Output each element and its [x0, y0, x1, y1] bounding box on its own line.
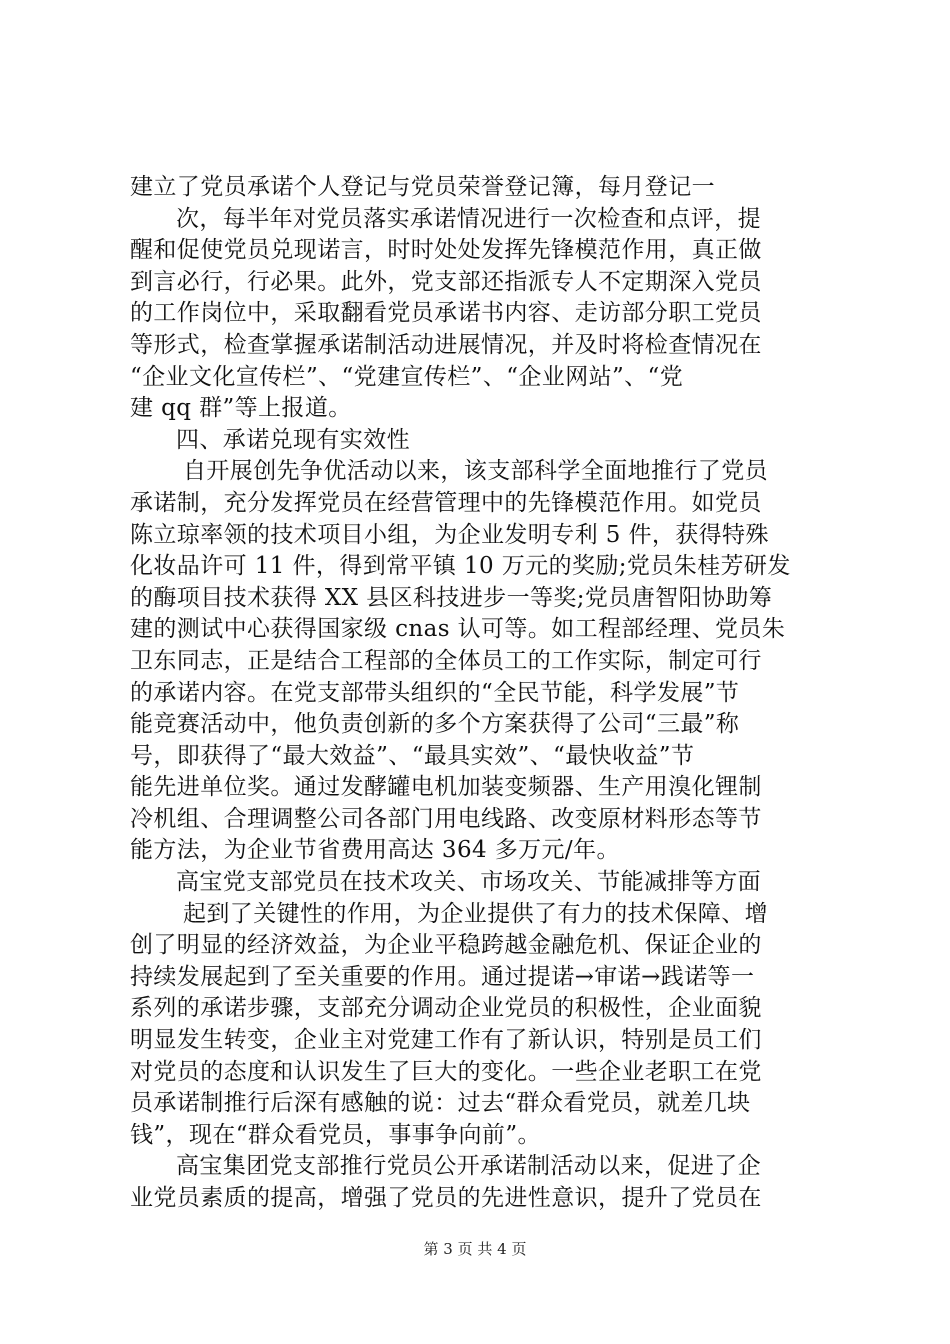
text-line: 醒和促使党员兑现诺言，时时处处发挥先锋模范作用，真正做 [130, 237, 762, 264]
text-line: 的酶项目技术获得 XX 县区科技进步一等奖;党员唐智阳协助筹 [130, 584, 773, 611]
text-line: “企业文化宣传栏”、“党建宣传栏”、“企业网站”、“党 [130, 363, 684, 390]
text-line: 建 qq 群”等上报道。 [130, 395, 352, 422]
page-footer: 第 3 页 共 4 页 [423, 1240, 527, 1258]
text-line: 能先进单位奖。通过发酵罐电机加装变频器、生产用溴化锂制 [130, 774, 762, 801]
text-line: 高宝党支部党员在技术攻关、市场攻关、节能减排等方面 [176, 869, 761, 896]
text-line: 持续发展起到了至关重要的作用。通过提诺→审诺→践诺等一 [130, 963, 755, 990]
text-line: 次，每半年对党员落实承诺情况进行一次检查和点评，提 [176, 205, 761, 232]
text-line: 化妆品许可 11 件，得到常平镇 10 万元的奖励;党员朱桂芳研发 [130, 553, 791, 580]
text-line: 号，即获得了“最大效益”、“最具实效”、“最快收益”节 [130, 742, 695, 769]
text-line: 自开展创先争优活动以来，该支部科学全面地推行了党员 [183, 458, 768, 485]
text-line: 员承诺制推行后深有感触的说：过去“群众看党员，就差几块 [130, 1090, 751, 1117]
text-line: 业党员素质的提高，增强了党员的先进性意识，提升了党员在 [130, 1185, 762, 1211]
text-line: 陈立琼率领的技术项目小组，为企业发明专利 5 件，获得特殊 [130, 521, 769, 548]
text-line: 的承诺内容。在党支部带头组织的“全民节能，科学发展”节 [130, 679, 740, 706]
text-line: 能方法，为企业节省费用高达 364 多万元/年。 [130, 837, 620, 864]
text-line: 的工作岗位中，采取翻看党员承诺书内容、走访部分职工党员 [130, 300, 762, 327]
text-line: 卫东同志，正是结合工程部的全体员工的工作实际，制定可行 [130, 647, 762, 674]
text-line: 到言必行，行必果。此外，党支部还指派专人不定期深入党员 [130, 268, 762, 295]
text-line: 高宝集团党支部推行党员公开承诺制活动以来，促进了企 [176, 1153, 761, 1180]
document-body [130, 172, 830, 1215]
text-line: 建的测试中心获得国家级 cnas 认可等。如工程部经理、党员朱 [130, 616, 786, 643]
text-line: 承诺制，充分发挥党员在经营管理中的先锋模范作用。如党员 [130, 489, 762, 516]
text-line: 钱”，现在“群众看党员，事事争向前”。 [130, 1121, 541, 1148]
text-line: 对党员的态度和认识发生了巨大的变化。一些企业老职工在党 [130, 1058, 762, 1085]
text-line: 系列的承诺步骤，支部充分调动企业党员的积极性，企业面貌 [130, 995, 762, 1022]
text-line: 冷机组、合理调整公司各部门用电线路、改变原材料形态等节 [130, 805, 762, 832]
text-line: 建立了党员承诺个人登记与党员荣誉登记簿，每月登记一 [130, 174, 715, 200]
text-line: 四、承诺兑现有实效性 [176, 426, 410, 453]
text-line: 起到了关键性的作用，为企业提供了有力的技术保障、增 [183, 900, 768, 927]
text-line: 创了明显的经济效益，为企业平稳跨越金融危机、保证企业的 [130, 932, 762, 959]
text-line: 明显发生转变，企业主对党建工作有了新认识，特别是员工们 [130, 1027, 762, 1054]
text-line: 能竞赛活动中，他负责创新的多个方案获得了公司“三最”称 [130, 711, 740, 738]
text-line: 等形式，检查掌握承诺制活动进展情况，并及时将检查情况在 [130, 331, 762, 358]
